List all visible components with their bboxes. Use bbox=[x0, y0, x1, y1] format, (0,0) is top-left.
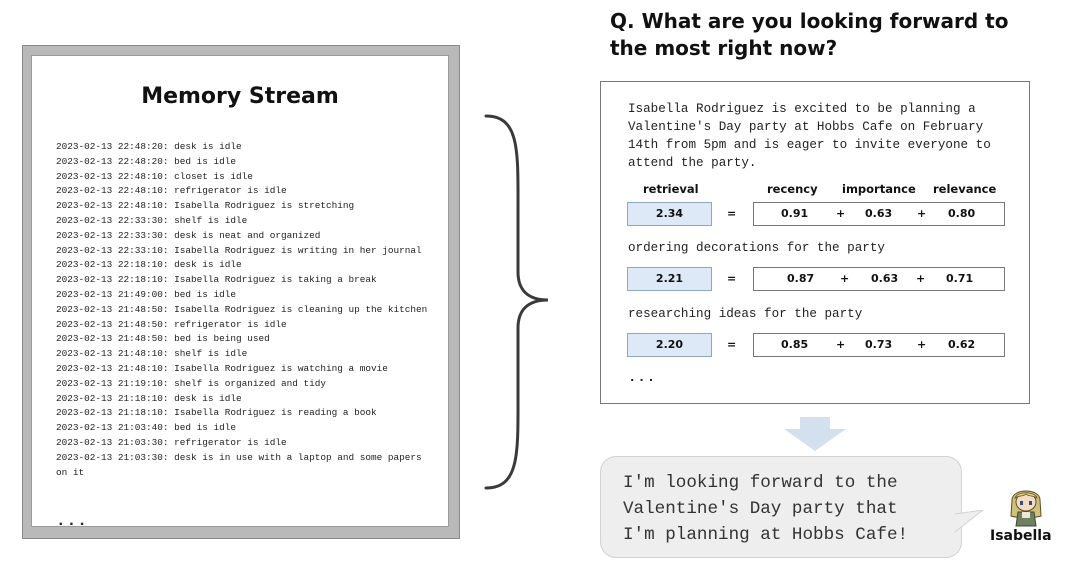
memory-stream-ellipsis: ... bbox=[56, 512, 88, 530]
isabella-avatar-icon bbox=[1003, 482, 1049, 528]
memory-entry: 2023-02-13 21:03:30: refrigerator is idle bbox=[56, 436, 287, 448]
plus-sign: + bbox=[917, 207, 927, 220]
memory-entry: 2023-02-13 21:03:30: desk is in use with a laptop and some papers on it bbox=[56, 451, 422, 478]
curly-brace-icon bbox=[480, 112, 552, 492]
retrieval-score: 2.21 bbox=[627, 267, 712, 291]
answer-line: I'm looking forward to the bbox=[623, 473, 898, 493]
memory-entry: 2023-02-13 21:48:50: Isabella Rodriguez is cleaning up the kitchen bbox=[56, 303, 428, 315]
memory-stream-list bbox=[56, 140, 434, 480]
equals-sign: = bbox=[727, 338, 737, 351]
memory-entry: 2023-02-13 21:49:00: bed is idle bbox=[56, 288, 237, 300]
header-importance: importance bbox=[842, 182, 916, 196]
header-recency: recency bbox=[767, 182, 818, 196]
memory-entry: 2023-02-13 22:18:10: desk is idle bbox=[56, 259, 242, 271]
equals-sign: = bbox=[727, 207, 737, 220]
score-terms bbox=[753, 333, 1005, 357]
retrieved-summary: Isabella Rodriguez is excited to be planning a Valentine's Day party at Hobbs Cafe on February 14th from 5pm and is eager to invite everyone to attend the party. bbox=[628, 102, 991, 170]
memory-label: researching ideas for the party bbox=[628, 307, 863, 321]
memory-entry: 2023-02-13 21:48:10: Isabella Rodriguez is watching a movie bbox=[56, 362, 388, 374]
memory-stream-panel bbox=[31, 55, 449, 530]
relevance-value: 0.71 bbox=[946, 272, 974, 285]
answer-line: I'm planning at Hobbs Cafe! bbox=[623, 525, 909, 545]
memory-label: ordering decorations for the party bbox=[628, 241, 885, 255]
score-terms bbox=[753, 202, 1005, 226]
relevance-value: 0.80 bbox=[948, 207, 976, 220]
plus-sign: + bbox=[917, 338, 927, 351]
score-terms bbox=[753, 267, 1005, 291]
retrieval-panel bbox=[600, 81, 1030, 404]
memory-entry: 2023-02-13 21:48:50: refrigerator is idle bbox=[56, 318, 287, 330]
retrieval-ellipsis: ... bbox=[628, 370, 657, 386]
memory-entry: 2023-02-13 22:48:20: desk is idle bbox=[56, 141, 242, 152]
memory-entry: 2023-02-13 21:19:10: shelf is organized and tidy bbox=[56, 377, 327, 389]
down-arrow-icon bbox=[784, 417, 846, 451]
answer-text bbox=[623, 470, 953, 548]
relevance-value: 0.62 bbox=[948, 338, 976, 351]
memory-entry: 2023-02-13 22:48:10: Isabella Rodriguez is stretching bbox=[56, 200, 355, 212]
memory-stream-frame bbox=[22, 45, 460, 539]
importance-value: 0.63 bbox=[871, 272, 899, 285]
memory-entry: 2023-02-13 22:33:10: Isabella Rodriguez is writing in her journal bbox=[56, 244, 422, 256]
answer-speech-bubble bbox=[600, 456, 962, 558]
importance-value: 0.63 bbox=[865, 207, 893, 220]
recency-value: 0.87 bbox=[787, 272, 815, 285]
question-line: the most right now? bbox=[610, 36, 838, 60]
memory-stream-title: Memory Stream bbox=[141, 84, 339, 109]
plus-sign: + bbox=[836, 207, 846, 220]
plus-sign: + bbox=[916, 272, 926, 285]
header-retrieval: retrieval bbox=[643, 182, 699, 196]
retrieval-row bbox=[627, 267, 1005, 291]
plus-sign: + bbox=[840, 272, 850, 285]
retrieval-score: 2.20 bbox=[627, 333, 712, 357]
memory-entry: 2023-02-13 22:48:10: refrigerator is idle bbox=[56, 185, 287, 197]
memory-entry: 2023-02-13 22:33:30: shelf is idle bbox=[56, 214, 248, 226]
memory-entry: 2023-02-13 22:48:10: closet is idle bbox=[56, 170, 253, 182]
speech-bubble-tail-icon bbox=[955, 510, 985, 536]
equals-sign: = bbox=[727, 272, 737, 285]
memory-entry: 2023-02-13 21:18:10: Isabella Rodriguez is reading a book bbox=[56, 407, 377, 419]
memory-entry: 2023-02-13 21:48:10: shelf is idle bbox=[56, 348, 248, 360]
retrieval-score: 2.34 bbox=[627, 202, 712, 226]
plus-sign: + bbox=[836, 338, 846, 351]
retrieval-row bbox=[627, 333, 1005, 357]
memory-entry: 2023-02-13 21:48:50: bed is being used bbox=[56, 333, 270, 345]
memory-entry: 2023-02-13 22:33:30: desk is neat and organized bbox=[56, 229, 321, 241]
answer-line: Valentine's Day party that bbox=[623, 499, 898, 519]
question-heading bbox=[610, 8, 1050, 62]
memory-entry: 2023-02-13 22:18:10: Isabella Rodriguez is taking a break bbox=[56, 274, 377, 286]
memory-entry: 2023-02-13 22:48:20: bed is idle bbox=[56, 155, 237, 167]
recency-value: 0.91 bbox=[781, 207, 809, 220]
recency-value: 0.85 bbox=[781, 338, 809, 351]
question-line: Q. What are you looking forward to bbox=[610, 9, 1009, 33]
agent-name-label: Isabella bbox=[990, 528, 1052, 544]
importance-value: 0.73 bbox=[865, 338, 893, 351]
header-relevance: relevance bbox=[933, 182, 997, 196]
retrieval-row bbox=[627, 202, 1005, 226]
memory-entry: 2023-02-13 21:03:40: bed is idle bbox=[56, 422, 237, 434]
memory-entry: 2023-02-13 21:18:10: desk is idle bbox=[56, 392, 242, 404]
